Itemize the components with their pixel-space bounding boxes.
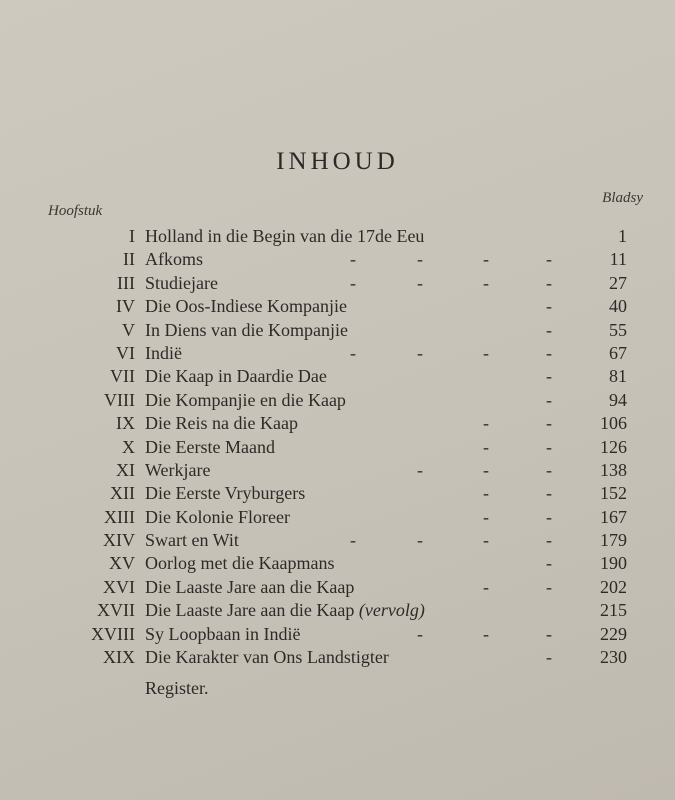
toc-row — [0, 411, 675, 434]
chapter-title-text: Die Eerste Vryburgers — [145, 483, 306, 504]
toc-row — [0, 224, 675, 247]
leader-dash: - — [483, 459, 489, 480]
page-number: 55 — [609, 319, 627, 340]
chapter-title-text: Die Eerste Maand — [145, 436, 275, 457]
chapter-number: XV — [109, 553, 135, 574]
chapter-title-text: Sy Loopbaan in Indië — [145, 623, 301, 644]
chapter-title-text: Die Oos-Indiese Kompanjie — [145, 296, 347, 317]
leader-dash: - — [350, 249, 356, 270]
page-title: INHOUD — [276, 148, 399, 175]
chapter-number: XVI — [103, 576, 135, 597]
toc-row — [0, 294, 675, 317]
leader-dash: - — [546, 249, 552, 270]
leader-dash: - — [546, 647, 552, 668]
page-column-header: Bladsy — [602, 190, 643, 206]
table-of-contents — [0, 224, 675, 668]
register-entry: Register. — [145, 678, 209, 698]
toc-row — [0, 435, 675, 458]
chapter-title — [145, 600, 425, 621]
chapter-title — [145, 296, 347, 317]
chapter-title-text: Studiejare — [145, 272, 218, 293]
page-number: 67 — [609, 342, 627, 363]
chapter-title — [145, 390, 346, 411]
toc-row — [0, 364, 675, 387]
toc-row — [0, 318, 675, 341]
leader-dash: - — [546, 483, 552, 504]
chapter-number: IX — [116, 413, 135, 434]
chapter-title — [145, 437, 275, 458]
leader-dash: - — [350, 530, 356, 551]
chapter-title — [145, 343, 182, 364]
chapter-title-text: Die Karakter van Ons Landstigter — [145, 647, 389, 668]
chapter-title — [145, 577, 354, 598]
leader-dash: - — [546, 553, 552, 574]
chapter-title-suffix: (vervolg) — [358, 600, 425, 621]
leader-dash: - — [546, 623, 552, 644]
chapter-title-text: Die Kolonie Floreer — [145, 506, 290, 527]
chapter-number: I — [129, 226, 135, 246]
leader-dash: - — [417, 623, 423, 644]
leader-dash: - — [546, 389, 552, 410]
chapter-title-text: Indië — [145, 342, 182, 363]
leader-dash: - — [483, 506, 489, 527]
chapter-title-text: Swart en Wit — [145, 530, 239, 551]
toc-row — [0, 598, 675, 621]
leader-dash: - — [546, 296, 552, 317]
chapter-title — [145, 530, 239, 551]
chapter-number: XVIII — [91, 623, 135, 644]
page-number: 94 — [609, 389, 627, 410]
chapter-number: X — [122, 436, 135, 457]
chapter-title-text: In Diens van die Kompanjie — [145, 319, 348, 340]
chapter-title-text: Werkjare — [145, 459, 211, 480]
leader-dash: - — [546, 436, 552, 457]
leader-dash: - — [546, 530, 552, 551]
chapter-title-text: Die Kompanjie en die Kaap — [145, 389, 346, 410]
leader-dash: - — [417, 530, 423, 551]
chapter-number: VII — [110, 366, 135, 387]
leader-dash: - — [483, 413, 489, 434]
chapter-title-text: Holland in die Begin van die 17de Eeu — [145, 226, 425, 246]
page-number: 11 — [609, 249, 627, 270]
chapter-title-text: Die Reis na die Kaap — [145, 413, 298, 434]
page-number: 106 — [600, 413, 627, 434]
leader-dash: - — [483, 530, 489, 551]
chapter-number: II — [123, 249, 135, 270]
page-number: 179 — [600, 530, 627, 551]
leader-dash: - — [546, 506, 552, 527]
chapter-number: V — [122, 319, 135, 340]
page-number: 190 — [600, 553, 627, 574]
chapter-number: III — [117, 272, 135, 293]
leader-dash: - — [546, 576, 552, 597]
leader-dash: - — [546, 272, 552, 293]
chapter-number: XIX — [103, 647, 135, 668]
toc-row — [0, 481, 675, 504]
toc-row — [0, 575, 675, 598]
page-number: 81 — [609, 366, 627, 387]
chapter-number: XI — [116, 459, 135, 480]
chapter-number: XIV — [103, 530, 135, 551]
toc-row — [0, 622, 675, 645]
chapter-column-header: Hoofstuk — [48, 203, 103, 219]
page-number: 126 — [600, 436, 627, 457]
page-number: 202 — [600, 576, 627, 597]
chapter-title-text: Oorlog met die Kaapmans — [145, 553, 335, 574]
toc-row — [0, 458, 675, 481]
leader-dash: - — [546, 413, 552, 434]
page-number: 1 — [618, 226, 627, 246]
chapter-title-text: Die Laaste Jare aan die Kaap — [145, 576, 355, 597]
toc-row — [0, 388, 675, 411]
chapter-title-text: Afkoms — [145, 249, 203, 270]
page-number: 215 — [600, 600, 627, 621]
chapter-number: VI — [116, 342, 135, 363]
leader-dash: - — [417, 459, 423, 480]
chapter-number: XVII — [97, 600, 135, 621]
toc-row — [0, 271, 675, 294]
leader-dash: - — [483, 342, 489, 363]
chapter-title — [145, 624, 300, 645]
page-number: 40 — [609, 296, 627, 317]
chapter-title — [145, 226, 424, 247]
page-number: 27 — [609, 272, 627, 293]
leader-dash: - — [417, 342, 423, 363]
chapter-title — [145, 507, 290, 528]
chapter-title — [145, 553, 334, 574]
leader-dash: - — [483, 483, 489, 504]
leader-dash: - — [350, 342, 356, 363]
chapter-title — [145, 460, 211, 481]
chapter-title — [145, 413, 298, 434]
chapter-title — [145, 320, 348, 341]
chapter-title — [145, 366, 327, 387]
toc-row — [0, 551, 675, 574]
leader-dash: - — [546, 366, 552, 387]
toc-row — [0, 505, 675, 528]
leader-dash: - — [483, 272, 489, 293]
chapter-number: IV — [116, 296, 135, 317]
page-number: 167 — [600, 506, 627, 527]
page-number: 138 — [600, 459, 627, 480]
toc-row — [0, 247, 675, 270]
leader-dash: - — [483, 436, 489, 457]
toc-row — [0, 645, 675, 668]
leader-dash: - — [546, 342, 552, 363]
toc-row — [0, 528, 675, 551]
chapter-number: XII — [110, 483, 135, 504]
chapter-title — [145, 249, 203, 270]
leader-dash: - — [483, 249, 489, 270]
chapter-title — [145, 647, 389, 668]
leader-dash: - — [350, 272, 356, 293]
chapter-title-text: Die Kaap in Daardie Dae — [145, 366, 327, 387]
toc-row — [0, 341, 675, 364]
leader-dash: - — [546, 459, 552, 480]
leader-dash: - — [417, 249, 423, 270]
leader-dash: - — [483, 576, 489, 597]
leader-dash: - — [483, 623, 489, 644]
chapter-title-text: Die Laaste Jare aan die Kaap — [145, 600, 355, 621]
leader-dash: - — [546, 319, 552, 340]
chapter-title — [145, 273, 218, 294]
chapter-number: VIII — [104, 389, 135, 410]
page-number: 152 — [600, 483, 627, 504]
page-number: 230 — [600, 647, 627, 668]
chapter-title — [145, 483, 305, 504]
chapter-number: XIII — [104, 506, 135, 527]
leader-dash: - — [417, 272, 423, 293]
page-number: 229 — [600, 623, 627, 644]
